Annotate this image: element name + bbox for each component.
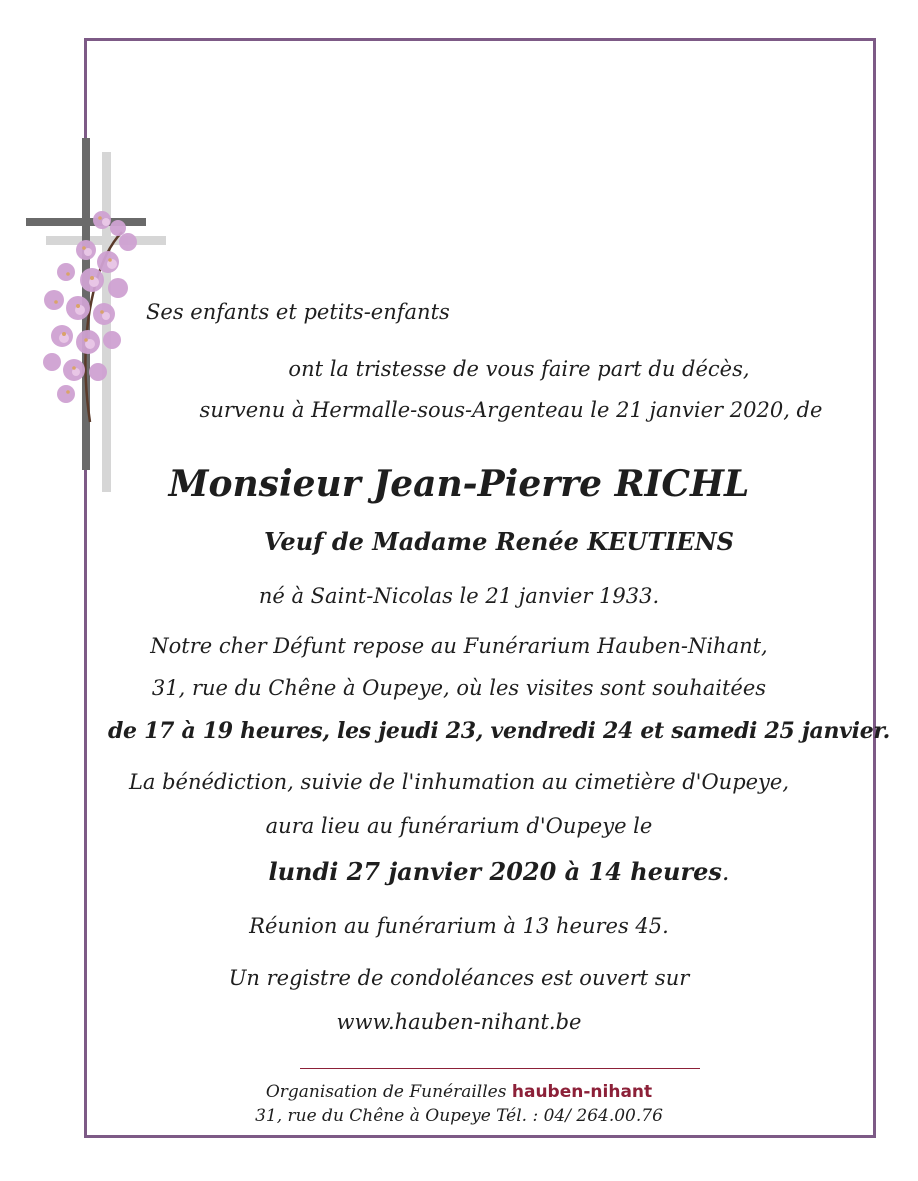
ceremony-date: lundi 27 janvier 2020 à 14 heures xyxy=(268,857,722,886)
footer-organisation xyxy=(0,1080,918,1104)
spouse-line: Veuf de Madame Renée KEUTIENS xyxy=(264,527,734,556)
deceased-name: Monsieur Jean-Pierre RICHL xyxy=(168,463,750,505)
registry-url[interactable]: www.hauben-nihant.be xyxy=(336,1010,582,1034)
brand-logo: hauben-nihant xyxy=(511,1082,653,1102)
organisation-label: Organisation de Funérailles xyxy=(265,1082,507,1102)
intro-line-2: ont la tristesse de vous faire part du décès, xyxy=(288,357,750,381)
intro-line-3: survenu à Hermalle-sous-Argenteau le 21 janvier 2020, de xyxy=(199,398,823,422)
visiting-hours: de 17 à 19 heures, les jeudi 23, vendredi 24 et samedi 25 janvier. xyxy=(107,718,891,744)
ceremony-line-2: aura lieu au funérarium d'Oupeye le xyxy=(265,814,653,838)
footer-address: 31, rue du Chêne à Oupeye Tél. : 04/ 264.00.76 xyxy=(255,1106,663,1126)
registry-line: Un registre de condoléances est ouvert sur xyxy=(228,966,690,990)
rest-line-2: 31, rue du Chêne à Oupeye, où les visites sont souhaitées xyxy=(151,676,767,700)
ceremony-date-suffix: . xyxy=(721,858,730,886)
ceremony-date-line xyxy=(40,858,918,886)
birth-line: né à Saint-Nicolas le 21 janvier 1933. xyxy=(258,584,660,608)
ceremony-line-1: La bénédiction, suivie de l'inhumation au cimetière d'Oupeye, xyxy=(128,770,790,794)
intro-line: Ses enfants et petits-enfants xyxy=(146,300,450,324)
meeting-line: Réunion au funérarium à 13 heures 45. xyxy=(249,914,669,938)
rest-line-1: Notre cher Défunt repose au Funérarium Hauben-Nihant, xyxy=(150,634,768,658)
footer-divider xyxy=(300,1068,700,1069)
